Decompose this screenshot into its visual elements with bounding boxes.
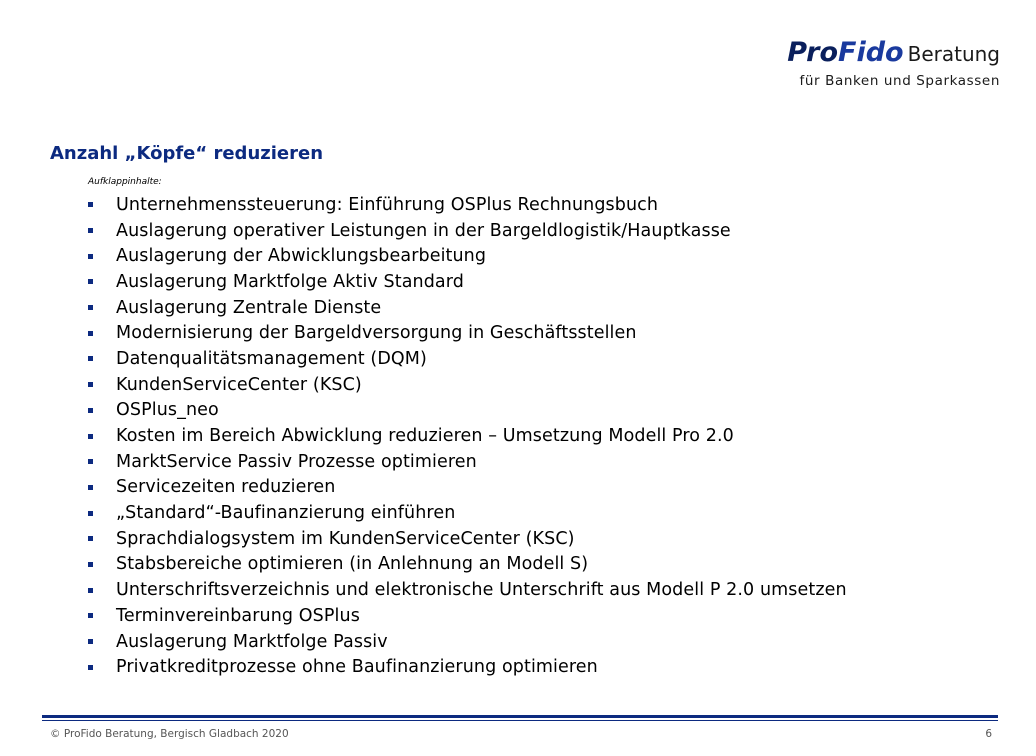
footer-divider (42, 715, 998, 721)
list-item-text: Auslagerung Marktfolge Aktiv Standard (116, 271, 464, 292)
list-item-text: Auslagerung Zentrale Dienste (116, 297, 382, 318)
list-item (88, 552, 847, 578)
bullet-square-icon (88, 305, 93, 310)
list-item-text: Sprachdialogsystem im KundenServiceCenter (KSC) (116, 528, 575, 549)
logo-fido: Fido (838, 37, 904, 68)
bullet-square-icon (88, 536, 93, 541)
list-item (88, 629, 847, 655)
list-item-text: Auslagerung Marktfolge Passiv (116, 631, 388, 652)
logo-tagline: für Banken und Sparkassen (799, 73, 1000, 89)
bullet-square-icon (88, 511, 93, 516)
list-item (88, 218, 847, 244)
list-item-text: Terminvereinbarung OSPlus (116, 605, 360, 626)
bullet-square-icon (88, 408, 93, 413)
bullet-square-icon (88, 279, 93, 284)
list-item-text: OSPlus_neo (116, 400, 219, 421)
list-item (88, 577, 847, 603)
list-item-text: Stabsbereiche optimieren (in Anlehnung an Modell S) (116, 554, 589, 575)
list-item-text: KundenServiceCenter (KSC) (116, 374, 362, 395)
list-item-text: Servicezeiten reduzieren (116, 477, 336, 498)
footer-copyright: © ProFido Beratung, Bergisch Gladbach 2020 (50, 728, 289, 740)
list-item-text: „Standard“-Baufinanzierung einführen (116, 503, 456, 524)
bullet-square-icon (88, 331, 93, 336)
logo-pro: Pro (787, 37, 839, 68)
page-number: 6 (985, 728, 992, 740)
list-item (88, 295, 847, 321)
list-item (88, 603, 847, 629)
list-item (88, 500, 847, 526)
list-item (88, 398, 847, 424)
list-item-text: Unterschriftsverzeichnis und elektronische Unterschrift aus Modell P 2.0 umsetzen (116, 580, 847, 601)
list-item-text: MarktService Passiv Prozesse optimieren (116, 451, 477, 472)
bullet-square-icon (88, 459, 93, 464)
list-item-text: Kosten im Bereich Abwicklung reduzieren – Umsetzung Modell Pro 2.0 (116, 426, 734, 447)
bullet-square-icon (88, 382, 93, 387)
bullet-list (88, 192, 847, 680)
bullet-square-icon (88, 562, 93, 567)
list-item (88, 475, 847, 501)
page-title: Anzahl „Köpfe“ reduzieren (50, 143, 324, 164)
bullet-square-icon (88, 665, 93, 670)
bullet-square-icon (88, 228, 93, 233)
list-item (88, 654, 847, 680)
bullet-square-icon (88, 485, 93, 490)
logo-beratung: Beratung (907, 42, 1000, 66)
list-item-text: Datenqualitätsmanagement (DQM) (116, 348, 427, 369)
bullet-square-icon (88, 639, 93, 644)
profido-logo (787, 38, 1000, 89)
list-item (88, 346, 847, 372)
list-item-text: Privatkreditprozesse ohne Baufinanzierung optimieren (116, 657, 598, 678)
list-item (88, 269, 847, 295)
bullet-square-icon (88, 434, 93, 439)
bullet-square-icon (88, 588, 93, 593)
subnote: Aufklappinhalte: (88, 177, 162, 187)
logo-wordmark (787, 38, 1000, 71)
list-item-text: Auslagerung der Abwicklungsbearbeitung (116, 246, 487, 267)
bullet-square-icon (88, 613, 93, 618)
list-item (88, 423, 847, 449)
list-item-text: Modernisierung der Bargeldversorgung in Geschäftsstellen (116, 323, 637, 344)
bullet-square-icon (88, 202, 93, 207)
bullet-square-icon (88, 254, 93, 259)
list-item (88, 243, 847, 269)
list-item (88, 449, 847, 475)
bullet-square-icon (88, 356, 93, 361)
list-item (88, 320, 847, 346)
list-item-text: Auslagerung operativer Leistungen in der Bargeldlogistik/Hauptkasse (116, 220, 731, 241)
list-item (88, 372, 847, 398)
list-item-text: Unternehmenssteuerung: Einführung OSPlus Rechnungsbuch (116, 194, 659, 215)
list-item (88, 526, 847, 552)
list-item (88, 192, 847, 218)
